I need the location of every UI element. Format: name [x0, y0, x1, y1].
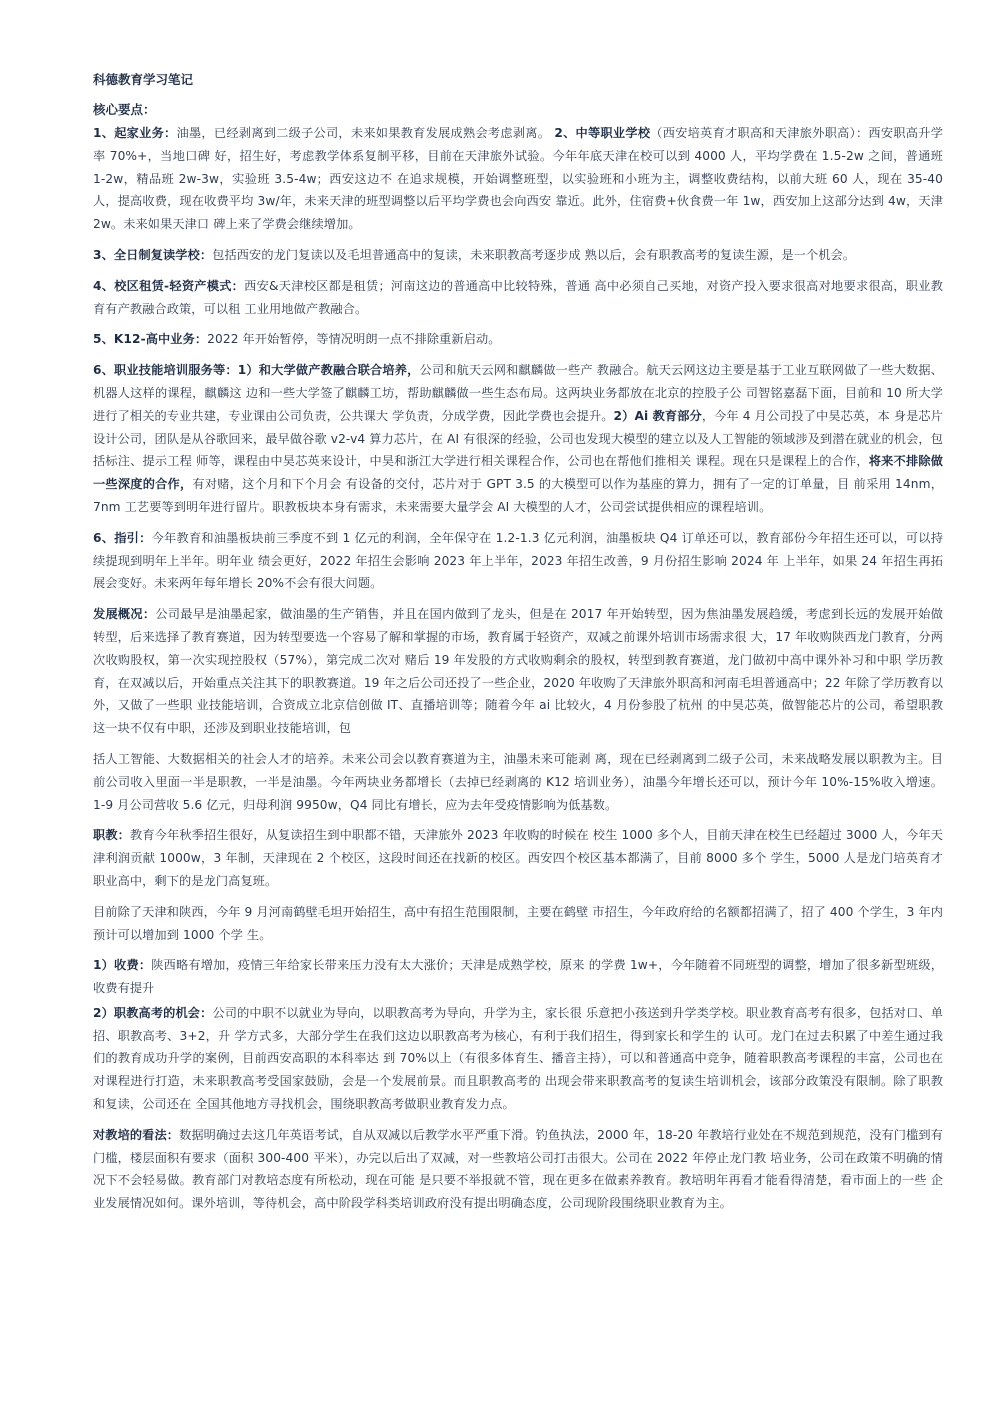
paragraph-development-cont: [93, 748, 943, 816]
document-body: [93, 70, 943, 1223]
bold-lead: 2）职教高考的机会：: [93, 1005, 213, 1020]
core-points-heading: 核心要点：: [93, 102, 156, 117]
paragraph-text: 公司和航天云网和麒麟做一些产 教融合。航天云网这边主要是基于工业互联网做了一些大数据、机器人这样的课程，麒麟这 边和一些大学签了麒麟工坊，帮助麒麟做一些生态布局。这两块业务都放在北京的控股子公 司智铭嘉磊下面，目前和 10 所大学进行了相关的专业共建，专业课由公司负责，公共课大 学负责，分成学费，因此学费也会提升。: [93, 363, 943, 423]
bold-lead: 5、K12-高中业务：: [93, 332, 208, 347]
bold-lead: 3、全日制复读学校：: [93, 247, 213, 262]
bold-lead: 对教培的看法：: [93, 1127, 180, 1142]
bold-lead: 1、起家业务：: [93, 126, 177, 140]
bold-lead: 发展概况：: [93, 607, 156, 622]
paragraph-development: [93, 603, 943, 740]
paragraph-text: ，今年 4 月公司投了中昊芯英，本 身是芯片设计公司，团队是从谷歌回来，最早做谷歌 v2-v4 算力芯片，在 AI 有很深的经验，公司也发现大模型的建立以及人工智能的领域涉及到潜在就业的机会，包括标注、提示工程 师等，课程由中昊芯英来设计，中昊和浙江大学进行相关课程合作，公司也在帮他们推相关 课程。现在只是课程上的合作，: [93, 408, 943, 469]
paragraph-k12: [93, 328, 943, 351]
bold-lead: 2）Ai 教育部分: [613, 408, 702, 423]
bold-lead: 2、中等职业学校: [554, 126, 651, 140]
paragraph-text: 有对赌，这个月和下个月会 有设备的交付，芯片对于 GPT 3.5 的大模型可以作为基座的算力，拥有了一定的订单量，目 前采用 14nm，7nm 工艺要等到明年进行留片。职教板块本身有需求，未来需要大量学会 AI 大模型的人才，公司尝试提供相应的课程培训。: [93, 477, 943, 514]
paragraph-text: 公司的中职不以就业为导向，以职教高考为导向，升学为主，家长很 乐意把小孩送到升学类学校。职业教育高考有很多，包括对口、单招、职教高考、3+2，升 学方式多，大部分学生在我们这边以职教高考为核心，有利于我们招生，得到家长和学生的 认可。龙门在过去积累了中差生通过我们的教育成功升学的案例，目前西安高职的本科率达 到 70%以上（有很多体育生、播音主持），可以和普通高中竞争，随着职教高考课程的丰富，公司也在对课程进行打造，未来职教高考受国家鼓励，会是一个发展前景。而且职教高考的 出现会带来职教高考的复读生培训机会，该部分政策没有限制。除了职教和复读，公司还在 全国其他地方寻找机会，围绕职教高考做职业教育发力点。: [93, 1005, 944, 1112]
paragraph-campus-lease: [93, 275, 943, 321]
paragraph-guidance: [93, 527, 943, 595]
paragraph-text: 包括西安的龙门复读以及毛坦普通高中的复读，未来职教高考逐步成 熟以后，会有职教高考的复读生源，是一个机会。: [212, 247, 856, 262]
paragraph-text: 目前除了天津和陕西，今年 9 月河南鹤壁毛坦开始招生，高中有招生范围限制，主要在鹤壁 市招生，今年政府给的名额都招满了，招了 400 个学生，3 年内预计可以增加到 1000 个学 生。: [93, 904, 943, 942]
paragraph-text: （西安培英育才职高和天津旅外职高）：西安职高升学率 70%+，当地口碑 好，招生好，考虑教学体系复制平移，目前在天津旅外试验。今年年底天津在校可以到 4000 人，平均学费在 1.5-2w 之间，普通班 1-2w，精品班 2w-3w，实验班 3.5-4w；西安这边不 在追求规模，开始调整班型，以实验班和小班为主，调整收费结构，以前大班 60 人，现在 35-40 人，提高收费，现在收费平均 3w/年，未来天津的班型调整以后平均学费也会向西安 靠近。此外，住宿费+伙食费一年 1w，西安加上这部分达到 4w，天津 2w。未来如果天津口 碑上来了学费会继续增加。: [93, 126, 943, 232]
paragraph-text: 公司最早是油墨起家，做油墨的生产销售，并且在国内做到了龙头，但是在 2017 年开始转型，因为焦油墨发展趋缓，考虑到长远的发展开始做转型，后来选择了教育赛道，因为转型要选一个容易了解和掌握的市场，教育属于轻资产，双减之前课外培训市场需求很 大，17 年收购陕西龙门教育，分两次收购股权，第一次实现控股权（57%），第完成二次对 赌后 19 年发股的方式收购剩余的股权，转型到教育赛道，龙门做初中高中课外补习和中职 学历教育，在双减以后，开始重点关注其下的职教赛道。19 年之后公司还投了一些企业，2020 年收购了天津旅外职高和河南毛坦普通高中；22 年除了学历教育以外，又做了一些职 业技能培训，合资成立北京信创做 IT、直播培训等；随着今年 ai 比较火，4 月份参股了杭州 的中昊芯英，做智能芯片的公司，希望职教这一块不仅有中职，还涉及到职业技能培训，包: [93, 607, 943, 736]
paragraph-text: 2022 年开始暂停，等情况明朗一点不排除重新启动。: [207, 332, 501, 347]
document-title: 科德教育学习笔记: [93, 72, 194, 87]
paragraph-repeat-school: [93, 244, 943, 267]
bold-lead: 6、职业技能培训服务等：1）和大学做产教融合联合培养，: [93, 363, 420, 378]
paragraph-text: 西安&天津校区都是租赁；河南这边的普通高中比较特殊，普通 高中必须自己买地，对资产投入要求很高对地要求很高，职业教育有产教融合政策，可以租 工业用地做产教融合。: [93, 278, 943, 316]
paragraph-text: 数据明确过去这几年英语考试，自从双减以后教学水平严重下滑。钓鱼执法，2000 年，18-20 年教培行业处在不规范到规范，没有门槛到有门槛，楼层面积有要求（面积 300-400 平米），办完以后出了双减，对一些教培公司打击很大。公司在 2022 年停止龙门教 培业务，公司在政策不明确的情况下不会轻易做。教育部门对教培态度有所松动，现在可能 是只要不举报就不管，现在更多在做素养教育。教培明年再看才能看得清楚，看市面上的一些 企业发展情况如何。课外培训，等待机会，高中阶段学科类培训政府没有提出明确态度，公司现阶段围绕职业教育为主。: [93, 1127, 943, 1211]
paragraph-henan: [93, 901, 943, 947]
bold-lead: 职教：: [93, 828, 130, 843]
paragraph-text: 陕西略有增加，疫情三年给家长带来压力没有太大涨价；天津是成熟学校，原来 的学费 1w+，今年随着不同班型的调整，增加了很多新型班级，收费有提升: [93, 958, 944, 996]
paragraph-text: 教育今年秋季招生很好，从复读招生到中职都不错，天津旅外 2023 年收购的时候在 校生 1000 多个人，目前天津在校生已经超过 3000 人，今年天津利润贡献 1000w，3 年制，天津现在 2 个校区，这段时间还在找新的校区。西安四个校区基本都满了，目前 8000 多个 学生，5000 人是龙门培英育才职业高中，剩下的是龙门高复班。: [93, 828, 943, 888]
bold-lead: 1）收费：: [93, 958, 152, 973]
paragraph-core-business: [93, 122, 943, 236]
paragraph-text: 今年教育和油墨板块前三季度不到 1 亿元的利润，全年保守在 1.2-1.3 亿元利润，油墨板块 Q4 订单还可以，教育部份今年招生还可以，可以持续提现到明年上半年。明年业 绩会更好，2022 年招生会影响 2023 年上半年，2023 年招生改善，9 月份招生影响 2024 年 上半年，如果 24 年招生再拓展会变好。未来两年每年增长 20%不会有很大问题。: [93, 530, 943, 591]
bold-lead: 6、指引：: [93, 530, 152, 545]
paragraph-gaokao-opportunity: [93, 1002, 943, 1116]
bold-lead: 将来不排除做一些深度的合作，: [93, 454, 943, 492]
paragraph-text: 括人工智能、大数据相关的社会人才的培养。未来公司会以教育赛道为主，油墨未来可能剥 离，现在已经剥离到二级子公司，未来战略发展以职教为主。目前公司收入里面一半是职教，一半是油墨。今年两块业务都增长（去掉已经剥离的 K12 培训业务），油墨今年增长还可以，预计今年 10%-15%收入增速。1-9 月公司营收 5.6 亿元，归母利润 9950w，Q4 同比有增长，应为去年受疫情影响为低基数。: [93, 751, 943, 812]
paragraph-tutoring-view: [93, 1124, 943, 1215]
paragraph-vocational: [93, 824, 943, 892]
paragraph-text: 油墨，已经剥离到二级子公司，未来如果教育发展成熟会考虑剥离。: [176, 126, 555, 140]
bold-lead: 4、校区租赁-轻资产模式：: [93, 278, 245, 293]
paragraph-fees: [93, 954, 943, 1000]
paragraph-skills-training: [93, 359, 943, 519]
